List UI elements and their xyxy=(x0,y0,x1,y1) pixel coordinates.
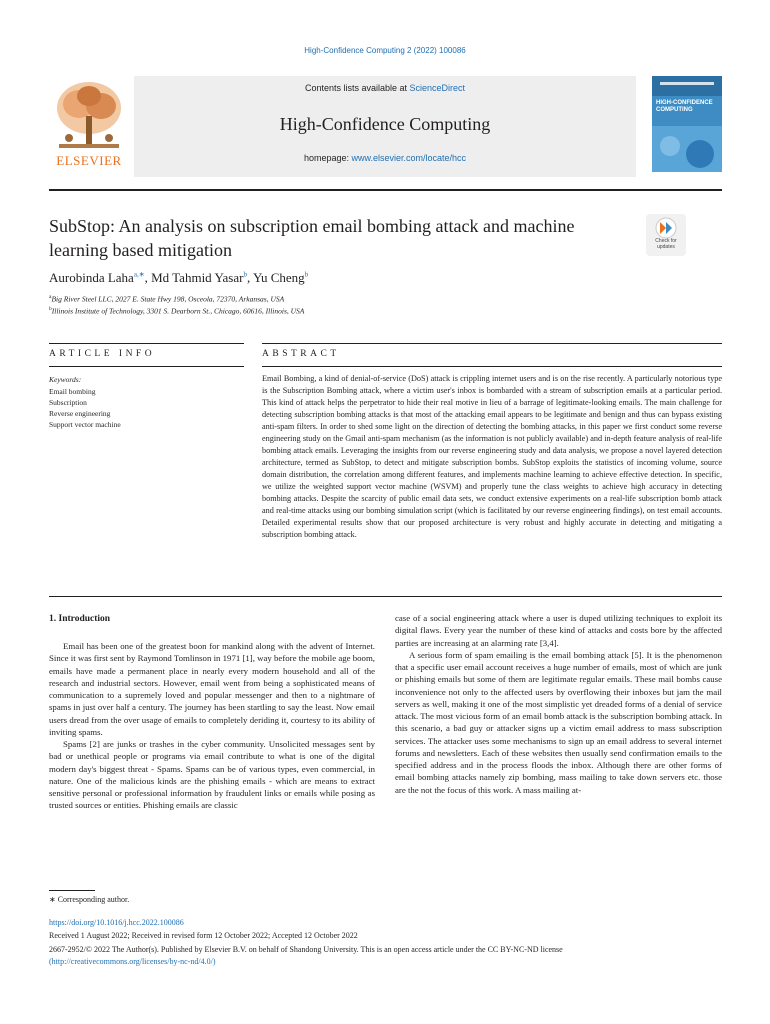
journal-reference[interactable]: High-Confidence Computing 2 (2022) 100086 xyxy=(304,46,466,55)
cover-artwork xyxy=(652,76,722,172)
body-paragraph: Spams [2] are junks or trashes in the cyber community. Unsolicited messages sent by bad or unethical people or programs via email contribute to what is one of the digital modern day's biggest threat - Spams. Spams can be of various types, even commercial, in nature. One of the malicious kinds are the phishing emails - which are means to extract sensitive personal or professional information by fraudulent links or emails while posing as trusted sources or entities. Phishing emails are classic xyxy=(49,739,375,811)
check-updates-label xyxy=(646,238,686,250)
contents-available-line xyxy=(134,83,636,93)
check-updates-icon xyxy=(646,216,686,240)
cover-title: HIGH-CONFIDENCE COMPUTING xyxy=(656,100,713,113)
abstract-body: Email Bombing, a kind of denial-of-service (DoS) attack is crippling internet users and is on the rise recently. A particularly notorious type is the Subscription Bombing attack, where a victim user's inbox is bombarded with a stream of subscription emails at a particular period. This kind of attack helps the perpetrator to hide their real motive in lieu of a barrage of legitimate-looking emails. The main challenge for detecting subscription bombing attacks is that most of the attacking email appears to be legitimate and benign and thus can bypass existing anti-spam filters. In order to shed some light on the direction of detecting the bombing attacks, in this paper we first conduct some reverse engineering study on the Gmail anti-spam mechanism (as the information is not publicly available) and in-depth feature analysis of real-life bombing attack emails. Leveraging the insights from our reverse engineering study and data analysis, we propose a novel layered detection architecture, termed as SubStop, to detect and mitigate subscription bombs. SubStop exploits the statistics of incoming volume, source domain distribution, the correlation among different features, and implements machine learning to achieve effective detection. In specific, we utilize the weighted support vector machine (WSVM) and properly tune the class weights to achieve high accuracy in detecting bombing attacks. Despite the scarcity of public email data sets, we conduct extensive experiments on a real-life subscription bomb attack and real-time attacks using our bombing simulation script (which is facilitated by our reverse engineering findings), on test email accounts. Detailed experimental results show that our proposed architecture is very robust and highly accurate in detecting and mitigating a subscription bombing attack. xyxy=(262,374,722,539)
affiliation-mark: a xyxy=(49,294,52,300)
received-dates: Received 1 August 2022; Received in revised form 12 October 2022; Accepted 12 October 2022 xyxy=(49,931,358,940)
keyword: Email bombing xyxy=(49,387,96,396)
abstract-rule xyxy=(262,343,722,344)
doi-link[interactable]: https://doi.org/10.1016/j.hcc.2022.100086 xyxy=(49,918,184,927)
affiliation-text: Big River Steel LLC, 2027 E. State Hwy 198, Osceola, 72370, Arkansas, USA xyxy=(51,294,285,304)
elsevier-wordmark: ELSEVIER xyxy=(56,153,122,168)
affiliation-mark: b xyxy=(49,306,52,312)
abstract-end-rule xyxy=(49,596,722,597)
abstract-heading: ABSTRACT xyxy=(262,349,340,359)
body-paragraph: A serious form of spam emailing is the email bombing attack [5]. It is the phenomenon that a specific user email account receives a huge number of emails, most of which are junk or phishing emails but some of them are legitimate regular emails. These mail bombs cause inconvenience not only to the affected users by overflowing their inboxes but jam the mail servers as well, making it one of the most simplistic yet dreaded forms of a denial of service attack. The most vicious form of an email bomb attack is the subscription bombing attack. In this scenario, a bad guy or attacker signs up a victim email address to mass subscription services. The attacker uses some mechanisms to sign up an email address to several internet forums and newsletters. Each of these websites then usually send confirmation emails to the specified address and in the process floods the inbox. Although there are other forms of email bombing attacks namely zip bombing, mass mailing to take down servers etc. those are the not the focus of this work. A mass mailing at- xyxy=(395,649,722,795)
affiliation xyxy=(49,306,304,316)
author-name[interactable]: Md Tahmid Yasar xyxy=(151,270,244,285)
author-affiliation-mark[interactable]: b xyxy=(304,270,309,279)
keyword-list xyxy=(49,386,121,430)
journal-homepage-line xyxy=(134,153,636,163)
affiliation xyxy=(49,294,284,304)
author-affiliation-mark[interactable]: a,∗ xyxy=(133,270,145,279)
license-text: 2667-2952/© 2022 The Author(s). Published by Elsevier B.V. on behalf of Shandong University. This is an open access article under the CC BY-NC-ND license xyxy=(49,945,563,954)
affiliation-text: Illinois Institute of Technology, 3301 S. Dearborn St., Chicago, 60616, Illinois, USA xyxy=(51,306,305,316)
keywords-label: Keywords: xyxy=(49,375,82,384)
homepage-prefix: homepage: xyxy=(303,153,352,163)
article-info-rule-lower xyxy=(49,366,244,367)
journal-cover[interactable] xyxy=(652,76,722,172)
article-info-rule xyxy=(49,343,244,344)
check-updates-line-2: updates xyxy=(657,244,675,250)
body-column-right xyxy=(395,612,722,796)
license-link[interactable]: (http://creativecommons.org/licenses/by-nc-nd/4.0/) xyxy=(49,957,216,966)
body-paragraph: case of a social engineering attack where a user is duped utilizing techniques to exploit its digital flaws. Every year the number of these kind of attacks and costs bore by the affected parties are increasing at an alarming rate [3,4]. xyxy=(395,613,722,648)
author-list: Aurobinda Laha$^{a,∗}$, Md Tahmid Yasar$^b$, Yu Cheng$^b$ xyxy=(49,270,309,285)
section-heading-introduction: 1. Introduction xyxy=(49,614,111,624)
author-name[interactable]: Aurobinda Laha xyxy=(49,270,134,285)
keyword: Subscription xyxy=(49,398,87,407)
article-info-heading: ARTICLE INFO xyxy=(49,349,156,359)
paper-title: SubStop: An analysis on subscription email bombing attack and machine learning based mitigation xyxy=(49,216,575,260)
footnote-rule xyxy=(49,890,95,891)
elsevier-tree-icon xyxy=(49,76,129,154)
contents-prefix: Contents lists available at xyxy=(304,83,410,93)
keyword: Reverse engineering xyxy=(49,409,111,418)
header-rule xyxy=(49,189,722,191)
corresponding-author-footnote: ∗ Corresponding author. xyxy=(49,895,130,904)
body-paragraph: Email has been one of the greatest boon for mankind along with the advent of Internet. Since it was first sent by Raymond Tomlinson in 1971 [1], way before the mobile age boom, emails have made a permanent place in nearly every modern household and all of the research and industrial sectors. However, email went from being a sophisticated means of communication to a supremely loved and popular messenger and then to a nightmare of spams in just over half a century. The journey has been startling to say the least. Now email users dread from the over usage of emails to completely deriding it, courtesy to its ability of inviting spams. xyxy=(49,641,375,737)
keyword: Support vector machine xyxy=(49,420,121,429)
sciencedirect-link[interactable]: ScienceDirect xyxy=(409,83,466,93)
author-affiliation-mark[interactable]: b xyxy=(243,270,247,279)
check-updates-line-1: Check for xyxy=(655,238,677,244)
author-name[interactable]: Yu Cheng xyxy=(253,270,305,285)
body-column-left xyxy=(49,640,375,812)
homepage-link[interactable]: www.elsevier.com/locate/hcc xyxy=(351,153,467,163)
abstract-rule-lower xyxy=(262,366,722,367)
license-statement xyxy=(49,944,722,968)
journal-title: High-Confidence Computing xyxy=(279,114,491,134)
